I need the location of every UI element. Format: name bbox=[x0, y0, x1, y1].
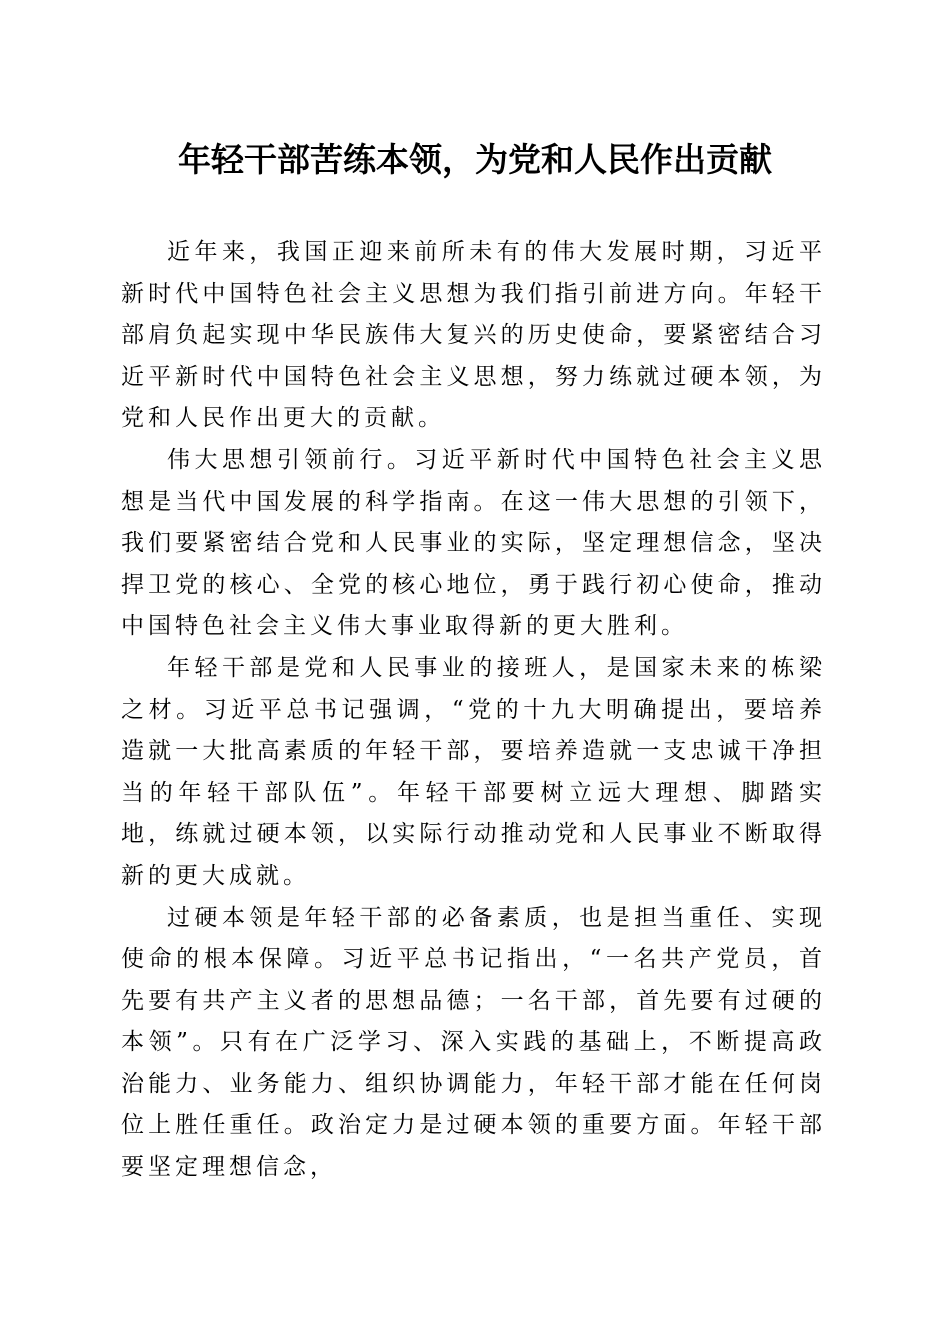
document-title: 年轻干部苦练本领，为党和人民作出贡献 bbox=[178, 140, 772, 179]
paragraph-3: 年轻干部是党和人民事业的接班人，是国家未来的栋梁之材。习近平总书记强调，“党的十九大明确提出，要培养造就一大批高素质的年轻干部，要培养造就一支忠诚干净担当的年轻干部队伍”。年轻干部要树立远大理想、脚踏实地，练就过硬本领，以实际行动推动党和人民事业不断取得新的更大成就。 bbox=[121, 654, 826, 889]
paragraph-4: 过硬本领是年轻干部的必备素质，也是担当重任、实现使命的根本保障。习近平总书记指出，“一名共产党员，首先要有共产主义者的思想品德；一名干部，首先要有过硬的本领”。只有在广泛学习、深入实践的基础上，不断提高政治能力、业务能力、组织协调能力，年轻干部才能在任何岗位上胜任重任。政治定力是过硬本领的重要方面。年轻干部要坚定理想信念， bbox=[121, 904, 826, 1181]
document-body bbox=[121, 232, 826, 1189]
paragraph-2: 伟大思想引领前行。习近平新时代中国特色社会主义思想是当代中国发展的科学指南。在这一伟大思想的引领下，我们要紧密结合党和人民事业的实际，坚定理想信念，坚决捍卫党的核心、全党的核心地位，勇于践行初心使命，推动中国特色社会主义伟大事业取得新的更大胜利。 bbox=[121, 446, 826, 640]
paragraph-1: 近年来，我国正迎来前所未有的伟大发展时期，习近平新时代中国特色社会主义思想为我们指引前进方向。年轻干部肩负起实现中华民族伟大复兴的历史使命，要紧密结合习近平新时代中国特色社会主义思想，努力练就过硬本领，为党和人民作出更大的贡献。 bbox=[121, 239, 826, 432]
